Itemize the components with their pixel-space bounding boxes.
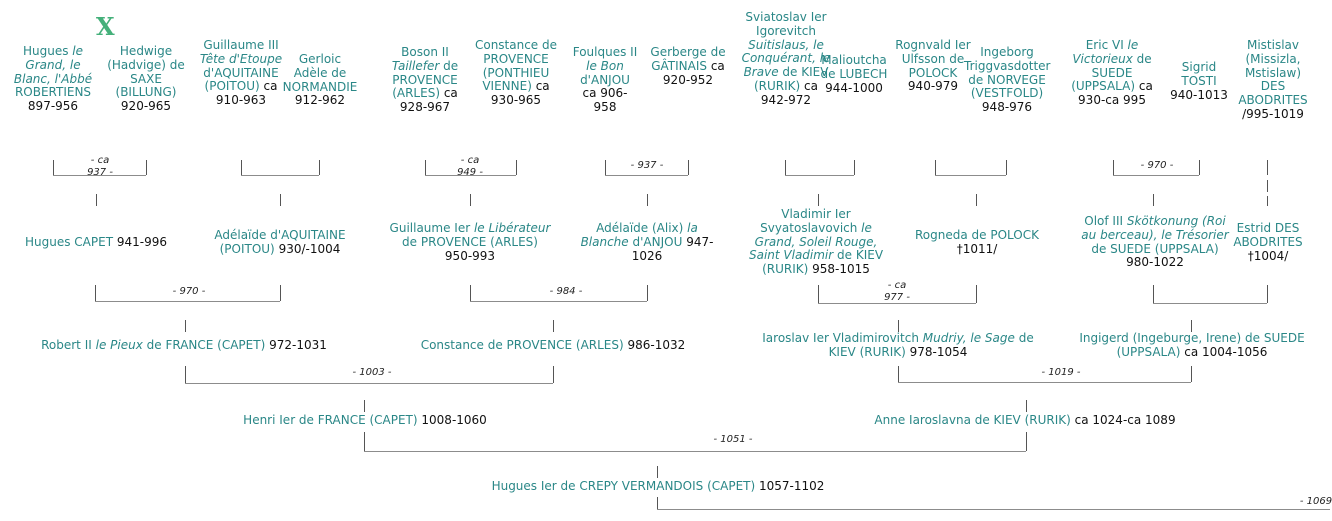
person-name [107, 44, 185, 99]
person-dates: †1011/ [956, 241, 998, 256]
name-part: Gerberge de GÂTINAIS [650, 45, 726, 73]
epithet: Mudriy, le Sage [922, 331, 1015, 345]
marriage-line [95, 301, 280, 302]
tick [280, 194, 281, 206]
person-dates: 972-1031 [269, 338, 327, 352]
marriage-label: - 937 - [630, 160, 664, 171]
tick [976, 194, 977, 206]
name-part: Boson II [401, 45, 449, 59]
person-dates: 978-1054 [909, 344, 968, 359]
tick [364, 400, 365, 412]
name-part: de KIEV (RURIK) [753, 65, 829, 93]
person-dates: ca 930-965 [490, 79, 550, 108]
name-part: Mistislav (Missizla, Mstislaw) DES ABODRITES [1238, 38, 1308, 108]
person-dates: 980-1022 [1126, 255, 1184, 270]
person-dates: /995-1019 [1242, 106, 1304, 121]
marriage-label: - 1019 - [1041, 367, 1081, 378]
epithet: Skötkonung (Roi au berceau), le Trésorier [1081, 214, 1229, 242]
tick [553, 366, 554, 383]
person-dates: ca 920-952 [662, 58, 725, 87]
person-gerberge[interactable] [650, 46, 726, 87]
name-part: de KIEV (RURIK) [762, 248, 884, 277]
name-part: Robert II [41, 338, 96, 352]
person-dates: ca 906-958 [582, 86, 628, 115]
tick [1113, 160, 1114, 175]
epithet: le Victorieux [1072, 38, 1139, 66]
epithet: Taillefer [391, 58, 440, 73]
tick [1006, 160, 1007, 175]
epithet: le Pieux [95, 338, 143, 352]
person-dates: 940-979 [907, 79, 959, 94]
person-rogneda[interactable] [904, 229, 1050, 257]
person-estrid[interactable] [1228, 222, 1308, 263]
person-boson-ii[interactable] [382, 46, 468, 115]
person-foulques-ii[interactable] [572, 46, 638, 115]
tick [280, 285, 281, 301]
name-part: d'ANJOU [628, 234, 683, 249]
marriage-label: - 970 - [172, 286, 206, 297]
root-person-marker: X [96, 12, 115, 41]
person-dates: 950-993 [444, 248, 496, 263]
name-part: Henri Ier de FRANCE (CAPET) [243, 413, 418, 427]
person-hedwige[interactable] [104, 45, 188, 114]
tick [470, 194, 471, 206]
person-dates: 1057-1102 [759, 479, 825, 493]
tick [96, 194, 97, 206]
name-part: Hugues CAPET [24, 235, 114, 249]
person-dates: 944-1000 [825, 80, 883, 95]
name-part: Adélaïde d'AQUITAINE (POITOU) [214, 228, 346, 256]
tick [935, 160, 936, 175]
tick [785, 160, 786, 175]
person-name [25, 235, 113, 249]
epithet: le Libérateur [473, 221, 551, 235]
tick [1026, 400, 1027, 412]
name-part: Hedwige (Hadvige) de SAXE (BILLUNG) [107, 44, 185, 100]
person-mistislav[interactable] [1232, 39, 1314, 122]
name-part: Constance de PROVENCE (PONTHIEU VIENNE) [474, 38, 558, 94]
marriage-line [241, 175, 319, 176]
person-name [915, 228, 1039, 242]
person-name [1081, 214, 1228, 256]
name-part: Rogneda de POLOCK [915, 228, 1039, 242]
person-name [895, 38, 970, 80]
person-hugues-capet[interactable] [8, 236, 184, 250]
marriage-line [785, 175, 854, 176]
name-part: Iaroslav Ier Vladimirovitch [762, 331, 923, 345]
epithet: Suitislaus, le Conquérant, le Brave [741, 37, 831, 80]
person-dates: †1004/ [1247, 248, 1289, 263]
marriage-label: - 984 - [549, 286, 583, 297]
tick [605, 160, 606, 175]
tick [657, 497, 658, 509]
person-name [1233, 221, 1302, 249]
name-part: Foulques II [572, 45, 638, 59]
marriage-label: - 1069 [1299, 496, 1332, 507]
marriage-line [1113, 175, 1199, 176]
tick [364, 432, 365, 451]
marriage-line [470, 301, 647, 302]
marriage-line [657, 509, 1330, 510]
tick [319, 160, 320, 175]
tick [854, 160, 855, 175]
person-name [283, 52, 358, 94]
epithet: la Blanche [580, 221, 698, 249]
name-part: Eric VI [1085, 38, 1128, 52]
marriage-label: - 1003 - [352, 367, 392, 378]
person-dates: 948-976 [981, 100, 1033, 115]
person-name [821, 53, 888, 81]
tick [516, 160, 517, 175]
epithet: le Bon [586, 58, 624, 73]
person-dates: 947-1026 [631, 234, 714, 263]
name-part: Olof III [1084, 214, 1127, 228]
tick [185, 320, 186, 332]
name-part: Adélaïde (Alix) [596, 221, 688, 235]
person-anne-iaroslavna[interactable] [860, 414, 1190, 428]
person-name [762, 331, 1033, 359]
marriage-line [364, 451, 1026, 452]
tick [688, 160, 689, 175]
person-guillaume-iii[interactable] [196, 39, 286, 108]
person-dates: ca 1024-ca 1089 [1074, 413, 1176, 427]
tick [1267, 196, 1268, 206]
person-ingigerd[interactable] [1072, 332, 1312, 360]
name-part: Sigrid TOSTI [1181, 60, 1217, 88]
tick [1191, 320, 1192, 332]
person-dates: ca 942-972 [760, 78, 818, 107]
marriage-line [935, 175, 1006, 176]
tick [185, 366, 186, 383]
name-part: de PROVENCE (ARLES) [392, 58, 459, 101]
name-part: Estrid DES ABODRITES [1233, 221, 1303, 249]
marriage-label: - ca 937 - [87, 155, 113, 178]
name-part: Guillaume III [203, 38, 279, 52]
name-part: Ingeborg Triggvasdotter de NORVEGE (VESTFOLD) [964, 45, 1051, 101]
tick [553, 320, 554, 332]
person-name [243, 413, 417, 427]
person-robert-ii[interactable] [28, 339, 340, 353]
name-part: Gerloic Adèle de NORMANDIE [282, 52, 358, 94]
tick [1199, 160, 1200, 175]
marriage-line [1153, 303, 1267, 304]
name-part: Malioutcha de LUBECH [820, 53, 888, 81]
person-constance-ponthieu[interactable] [474, 39, 558, 108]
epithet: Tête d'Etoupe [199, 51, 283, 66]
person-malioutcha[interactable] [818, 54, 890, 95]
tick [241, 160, 242, 175]
person-dates: 1008-1060 [421, 413, 487, 427]
name-part: Rognvald Ier Ulfsson de POLOCK [895, 38, 971, 80]
person-name [421, 338, 624, 352]
person-eric-vi[interactable] [1070, 39, 1154, 108]
name-part: Ingigerd (Ingeburge, Irene) de SUEDE (UPPSALA) [1079, 331, 1305, 359]
person-name [390, 221, 551, 249]
person-dates: ca 928-967 [399, 86, 458, 115]
tick [1267, 160, 1268, 175]
person-gerloc[interactable] [282, 53, 358, 108]
name-part: Guillaume Ier [389, 221, 474, 235]
name-part: ROBERTIENS [14, 85, 92, 100]
person-dates: 940-1013 [1170, 87, 1228, 102]
tick [470, 285, 471, 301]
name-part: Anne Iaroslavna de KIEV (RURIK) [874, 413, 1071, 427]
person-iaroslav[interactable] [748, 332, 1048, 360]
marriage-label: - 970 - [1140, 160, 1174, 171]
tick [1267, 285, 1268, 303]
person-name [41, 338, 265, 352]
marriage-line [898, 382, 1191, 383]
tick [976, 285, 977, 303]
person-name [573, 45, 638, 87]
marriage-label: - ca 977 - [884, 280, 910, 303]
person-adelaide-aquitaine[interactable] [204, 229, 356, 257]
tick [1026, 432, 1027, 451]
tick [146, 160, 147, 175]
name-part: de PROVENCE (ARLES) [402, 234, 538, 249]
marriage-label: - ca 949 - [457, 155, 483, 178]
tick [647, 194, 648, 206]
name-part: Vladimir Ier Svyatoslavovich [760, 207, 862, 235]
person-name [1181, 60, 1216, 88]
tick [53, 160, 54, 175]
person-dates: 930/-1004 [278, 241, 341, 256]
tick [818, 194, 819, 206]
person-name [964, 45, 1050, 100]
marriage-line [185, 383, 553, 384]
name-part: d'ANJOU [580, 72, 630, 87]
tick [898, 366, 899, 382]
person-dates: ca 1004-1056 [1184, 344, 1268, 359]
person-hugues-le-grand[interactable] [8, 45, 98, 114]
person-dates: 986-1032 [627, 338, 686, 352]
tick [898, 320, 899, 332]
person-dates: 897-956 [27, 99, 79, 114]
person-olof-iii[interactable] [1080, 215, 1230, 270]
person-guillaume-ier-provence[interactable] [388, 222, 552, 263]
person-adelaide-anjou[interactable] [578, 222, 716, 263]
person-sigrid[interactable] [1166, 61, 1232, 102]
person-dates: 920-965 [120, 99, 172, 114]
epithet: le Grand, Soleil Rouge, Saint Vladimir [748, 220, 878, 263]
tick [657, 466, 658, 478]
name-part: Constance de PROVENCE (ARLES) [420, 338, 624, 352]
tick [1153, 194, 1154, 206]
tick [425, 160, 426, 175]
marriage-line [605, 175, 688, 176]
person-rognvald[interactable] [894, 39, 972, 94]
person-dates: 958-1015 [812, 262, 870, 277]
person-vladimir[interactable] [746, 208, 886, 277]
name-part: de SUEDE (UPPSALA) [1091, 241, 1219, 256]
person-name [581, 221, 698, 249]
person-ingeborg[interactable] [964, 46, 1050, 115]
person-name [14, 44, 92, 99]
tick [1191, 366, 1192, 382]
person-constance-arles[interactable] [408, 339, 698, 353]
name-part: Hugues Ier de CREPY VERMANDOIS (CAPET) [491, 479, 756, 493]
tick [647, 285, 648, 301]
person-dates: 912-962 [294, 93, 346, 108]
name-part: Hugues [22, 44, 73, 58]
name-part: de FRANCE (CAPET) [142, 338, 266, 352]
person-dates: ca 910-963 [215, 79, 278, 108]
tick [1267, 180, 1268, 192]
person-name [874, 413, 1070, 427]
name-part: de KIEV (RURIK) [828, 331, 1034, 359]
name-part: de SUEDE (UPPSALA) [1071, 51, 1152, 94]
tick [818, 285, 819, 303]
marriage-label: - 1051 - [713, 434, 753, 445]
person-name [1238, 38, 1307, 107]
person-dates: 941-996 [116, 235, 167, 249]
person-hugues-ier-crepy[interactable] [470, 480, 846, 494]
tick [1153, 285, 1154, 303]
tick [95, 285, 96, 301]
person-henri-ier[interactable] [220, 414, 510, 428]
person-name [492, 479, 756, 493]
name-part: Sviatoslav Ier Igorevitch [745, 10, 827, 38]
person-dates: ca 930-ca 995 [1078, 79, 1153, 108]
name-part: d'AQUITAINE (POITOU) [203, 65, 279, 94]
epithet: le Grand, le Blanc, l'Abbé [13, 44, 93, 86]
